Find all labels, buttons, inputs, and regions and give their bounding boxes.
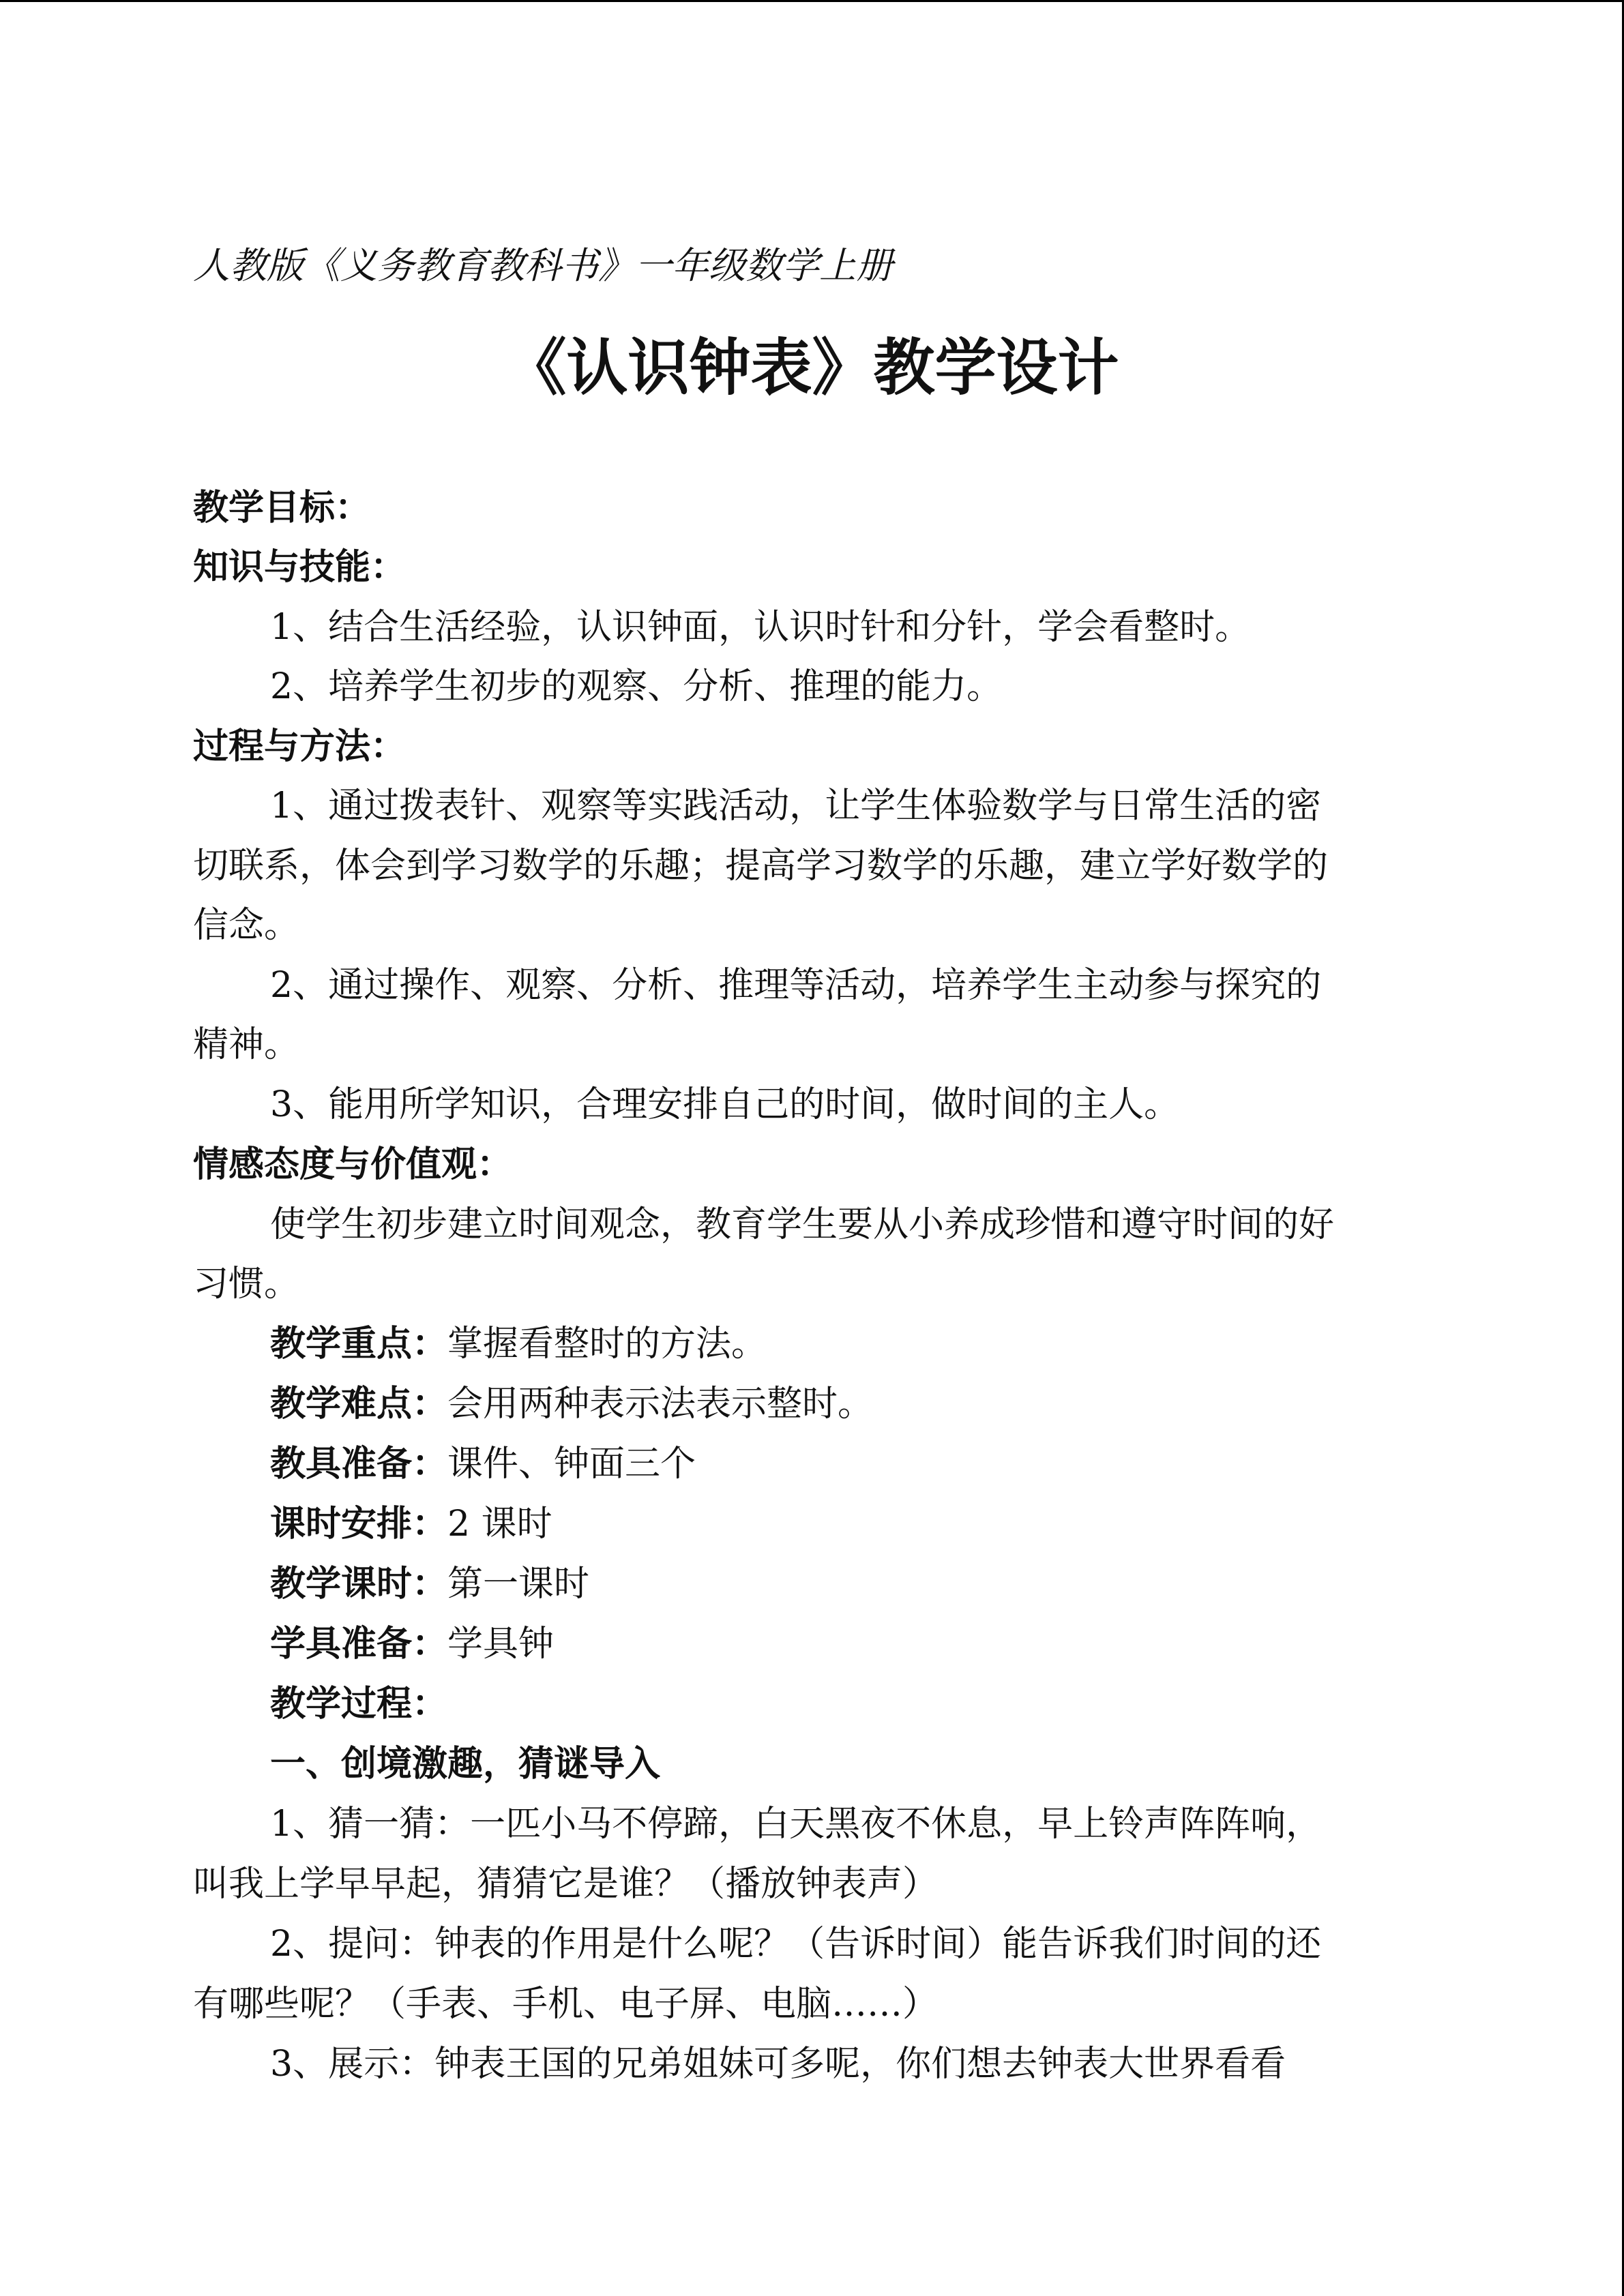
- document-subtitle: 人教版《义务教育教科书》一年级数学上册: [193, 244, 893, 287]
- process-item-2-line-1: 2、通过操作、观察、分析、推理等活动，培养学生主动参与探究的: [270, 965, 1322, 1006]
- process-item-3: 3、能用所学知识，合理安排自己的时间，做时间的主人。: [270, 1084, 1180, 1125]
- teaching-difficulty-value: 会用两种表示法表示整时。: [447, 1384, 874, 1425]
- emotion-line-1: 使学生初步建立时间观念，教育学生要从小养成珍惜和遵守时间的好: [270, 1204, 1335, 1245]
- knowledge-item-1: 1、结合生活经验，认识钟面，认识时针和分针，学会看整时。: [270, 607, 1251, 648]
- teaching-lesson-value: 第一课时: [447, 1564, 590, 1605]
- teaching-difficulty: [270, 1382, 1434, 1426]
- student-tools: [270, 1622, 1434, 1666]
- teaching-key-point-value: 掌握看整时的方法。: [447, 1324, 767, 1365]
- teaching-tools: [270, 1442, 1434, 1486]
- step-one-heading: 一、创境激趣，猜谜导入: [270, 1744, 661, 1785]
- procedure-2-line-1: 2、提问：钟表的作用是什么呢？（告诉时间）能告诉我们时间的还: [270, 1924, 1322, 1965]
- process-item-1-line-2: 切联系，体会到学习数学的乐趣；提高学习数学的乐趣，建立学好数学的: [193, 846, 1329, 886]
- emotion-heading: 情感态度与价值观：: [193, 1144, 513, 1185]
- teaching-lesson: [270, 1562, 1434, 1606]
- student-tools-value: 学具钟: [447, 1624, 555, 1665]
- teaching-key-point-label: 教学重点：: [270, 1324, 448, 1365]
- class-schedule-label: 课时安排：: [270, 1504, 448, 1545]
- page-top-border: [0, 0, 1624, 2]
- process-item-2-line-2: 精神。: [193, 1024, 300, 1065]
- procedure-3-line-1: 3、展示：钟表王国的兄弟姐妹可多呢，你们想去钟表大世界看看: [270, 2044, 1286, 2085]
- knowledge-item-2: 2、培养学生初步的观察、分析、推理的能力。: [270, 666, 1003, 707]
- process-item-1-line-1: 1、通过拨表针、观察等实践活动，让学生体验数学与日常生活的密: [270, 786, 1322, 826]
- teaching-difficulty-label: 教学难点：: [270, 1384, 448, 1425]
- process-item-1-line-3: 信念。: [193, 905, 300, 946]
- objectives-heading: 教学目标：: [193, 488, 371, 528]
- procedure-1-line-2: 叫我上学早早起，猜猜它是谁？（播放钟表声）: [193, 1864, 939, 1905]
- class-schedule: [270, 1502, 1434, 1546]
- teaching-lesson-label: 教学课时：: [270, 1564, 448, 1605]
- process-method-heading: 过程与方法：: [193, 726, 407, 767]
- document-title: 《认识钟表》教学设计: [505, 332, 1119, 404]
- knowledge-heading: 知识与技能：: [193, 547, 407, 588]
- teaching-tools-value: 课件、钟面三个: [447, 1444, 696, 1485]
- procedure-2-line-2: 有哪些呢？（手表、手机、电子屏、电脑……）: [193, 1984, 939, 2025]
- student-tools-label: 学具准备：: [270, 1624, 448, 1665]
- teaching-tools-label: 教具准备：: [270, 1444, 448, 1485]
- teaching-process-heading: 教学过程：: [270, 1684, 448, 1725]
- procedure-1-line-1: 1、猜一猜：一匹小马不停蹄，白天黑夜不休息，早上铃声阵阵响，: [270, 1804, 1322, 1845]
- class-schedule-value: 2 课时: [447, 1504, 552, 1545]
- teaching-key-point: [270, 1322, 1434, 1366]
- emotion-line-2: 习惯。: [193, 1264, 300, 1304]
